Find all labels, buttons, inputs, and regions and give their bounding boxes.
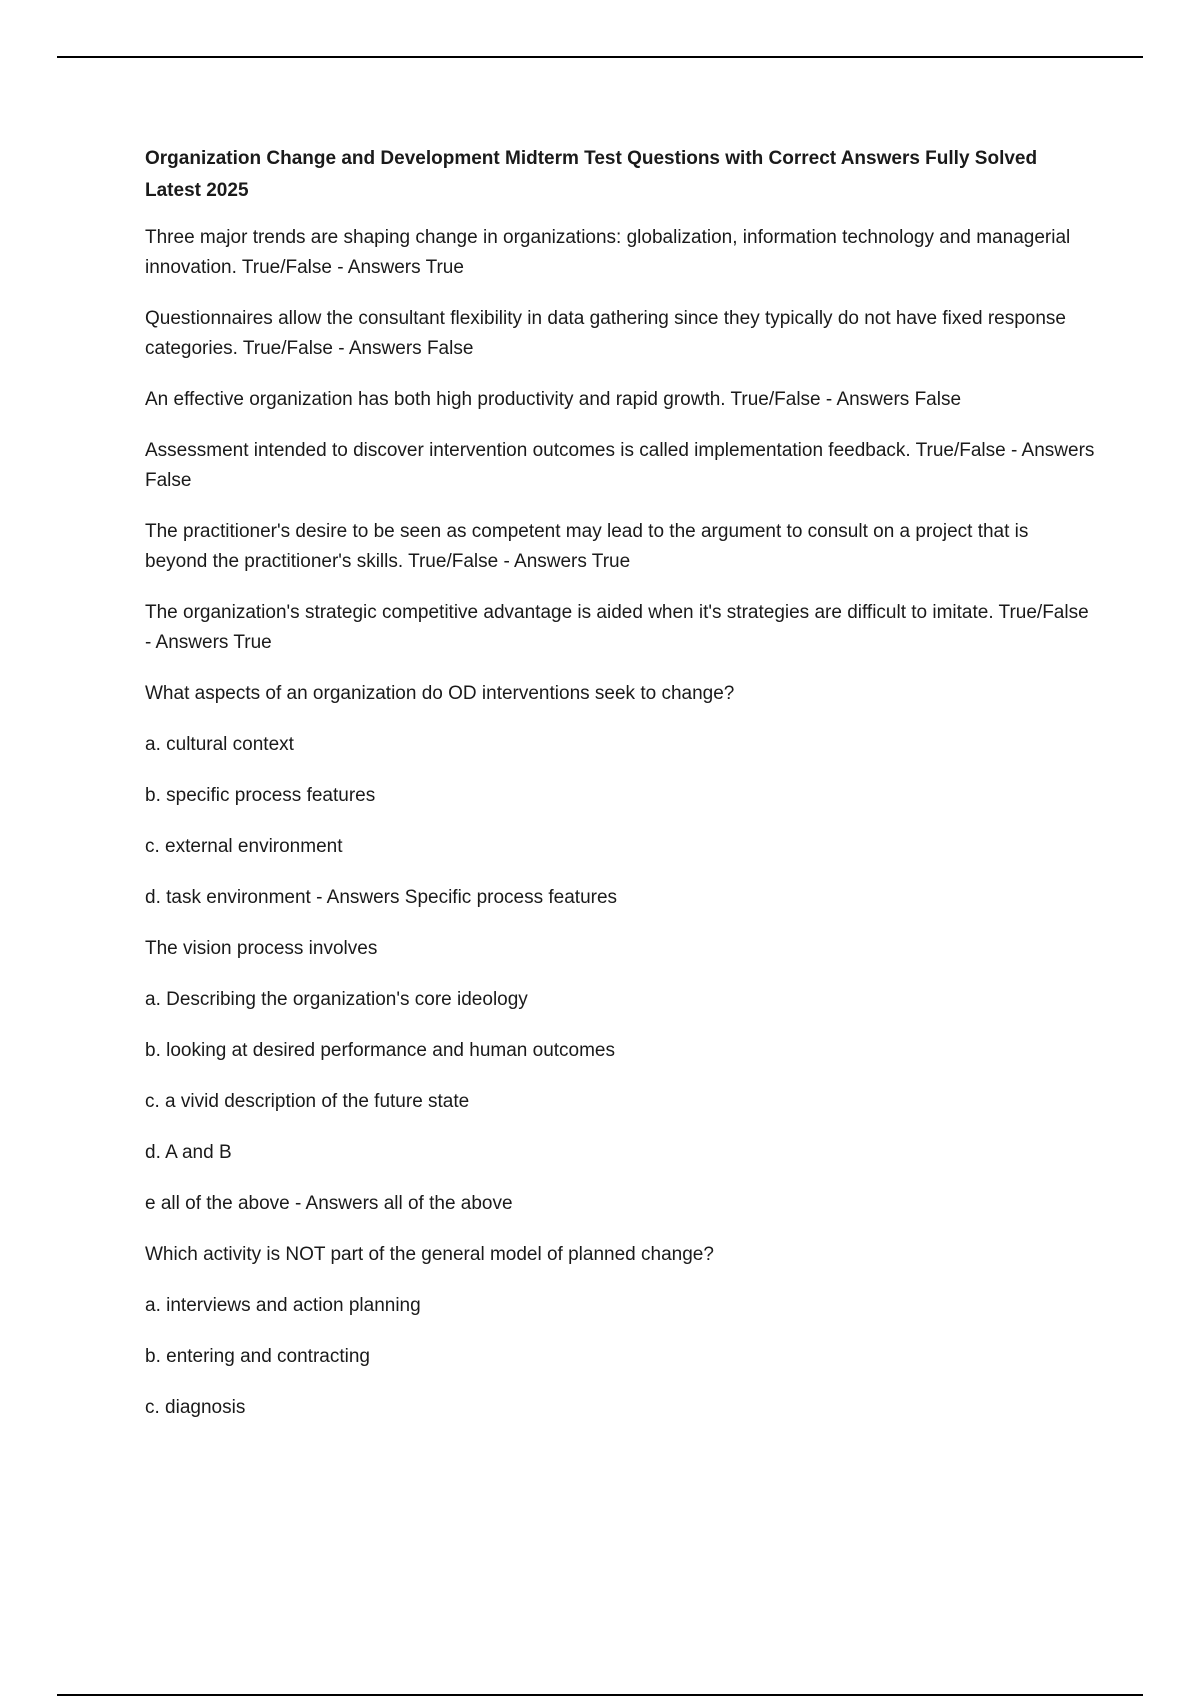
answer-option: b. entering and contracting	[145, 1346, 370, 1367]
answer-option: e all of the above - Answers all of the above	[145, 1193, 513, 1214]
question-paragraph: Three major trends are shaping change in organizations: globalization, information technology and managerial innovation. True/False - Answers True	[145, 227, 1071, 278]
answer-option: a. cultural context	[145, 734, 294, 755]
answer-option: a. Describing the organization's core ideology	[145, 989, 528, 1010]
question-paragraph: An effective organization has both high productivity and rapid growth. True/False - Answers False	[145, 389, 962, 410]
answer-option: a. interviews and action planning	[145, 1295, 421, 1316]
question-paragraph: The vision process involves	[145, 938, 378, 959]
footer-rule	[57, 1694, 1143, 1696]
answer-option: d. task environment - Answers Specific process features	[145, 887, 618, 908]
question-paragraph: Questionnaires allow the consultant flexibility in data gathering since they typically do not have fixed response categories. True/False - Answers False	[145, 308, 1066, 359]
answer-option: b. specific process features	[145, 785, 376, 806]
document-title: Organization Change and Development Midterm Test Questions with Correct Answers Fully Solved Latest 2025	[145, 148, 1038, 201]
header-rule	[57, 56, 1143, 58]
answer-option: c. a vivid description of the future state	[145, 1091, 470, 1112]
answer-option: c. external environment	[145, 836, 343, 857]
question-paragraph: The organization's strategic competitive advantage is aided when it's strategies are difficult to imitate. True/False - Answers True	[145, 602, 1089, 653]
answer-option: c. diagnosis	[145, 1397, 246, 1418]
question-paragraph: The practitioner's desire to be seen as competent may lead to the argument to consult on a project that is beyond the practitioner's skills. True/False - Answers True	[145, 521, 1029, 572]
question-paragraph: Which activity is NOT part of the general model of planned change?	[145, 1244, 714, 1265]
answer-option: b. looking at desired performance and human outcomes	[145, 1040, 615, 1061]
document-body	[145, 143, 1095, 1444]
question-paragraph: What aspects of an organization do OD interventions seek to change?	[145, 683, 735, 704]
question-paragraph: Assessment intended to discover intervention outcomes is called implementation feedback. True/False - Answers False	[145, 440, 1095, 491]
answer-option: d. A and B	[145, 1142, 232, 1163]
